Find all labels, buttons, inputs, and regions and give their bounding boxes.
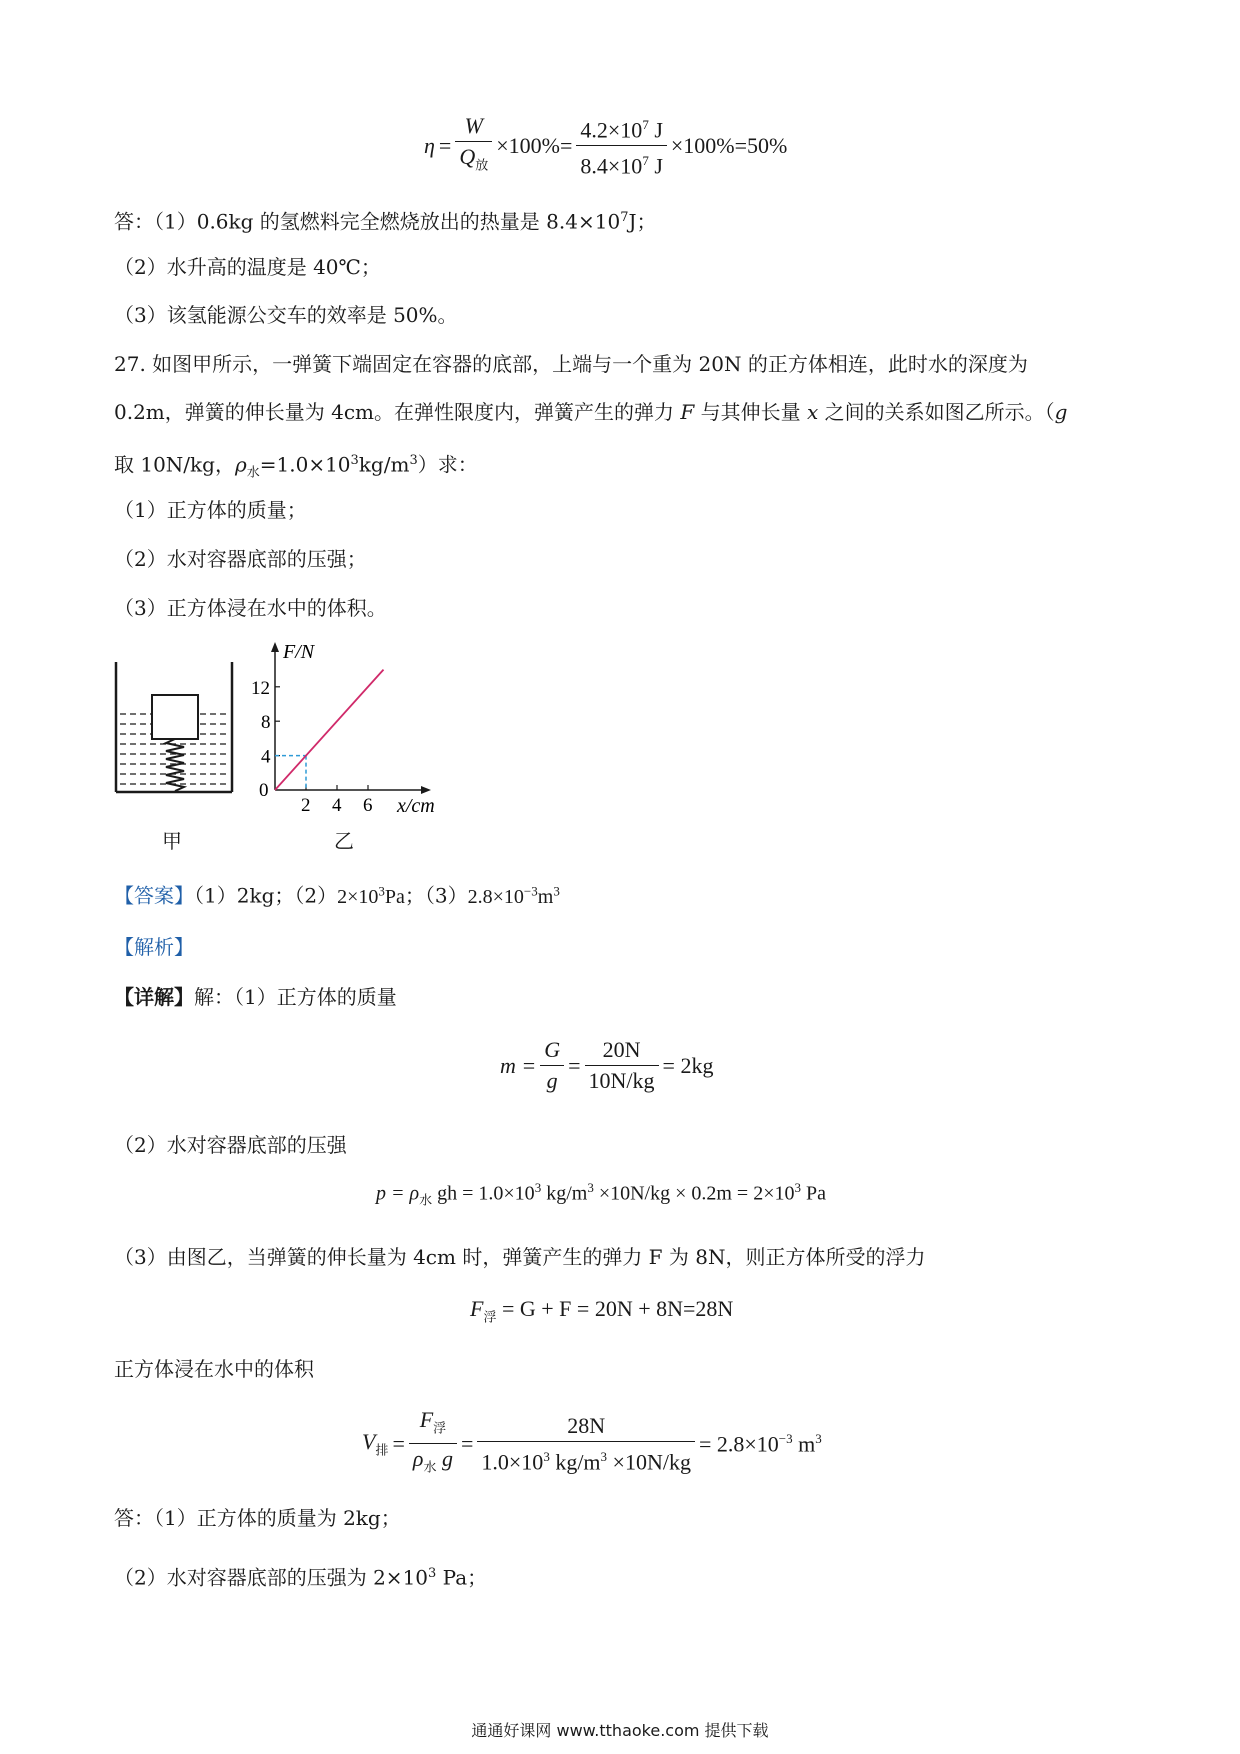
prev-answer-2: （2）水升高的温度是 40℃；	[114, 255, 381, 279]
pressure-equation: $p = \rho_水$ gh = $1.0\times 10^3$ $kg/m^3 \times 10N/kg \times 0.2m = 2\times 10^3$ Pa	[376, 1180, 826, 1208]
sub-question-2: （2）水对容器底部的压强；	[114, 547, 367, 571]
efficiency-formula: η = $\frac{W}{Q_放}$ ×100%= $\frac{4.2\times 10^7 J}{8.4\times 10^7 J}$ ×100%=50%	[424, 110, 787, 182]
pressure-intro: （2）水对容器底部的压强	[114, 1133, 347, 1157]
origin-label: 0	[259, 780, 269, 801]
detail-tag: 【详解】	[114, 985, 194, 1009]
answer-tag: 【答案】	[114, 883, 194, 908]
x-axis-arrow	[421, 786, 431, 794]
x-tick-label-4: 4	[332, 795, 342, 815]
sub-question-1: （1）正方体的质量；	[114, 498, 307, 522]
prev-answer-3: （3）该氢能源公交车的效率是 50%。	[114, 303, 458, 327]
buoyancy-equation: $F_浮 = G + F = 20N + 8N=28N$	[470, 1296, 734, 1325]
y-axis-label: F/N	[283, 641, 315, 663]
y-tick-label-12: 12	[251, 677, 270, 699]
final-answer-2: （2）水对容器底部的压强为 $2\times 10^3$ Pa；	[114, 1565, 488, 1590]
question-line-1: 27. 如图甲所示，一弹簧下端固定在容器的底部，上端与一个重为 20N 的正方体相连，此时水的深度为	[114, 352, 1028, 376]
series-line	[275, 670, 384, 790]
y-axis-arrow	[271, 642, 279, 652]
force-extension-chart	[245, 640, 465, 815]
x-axis-label: x/cm	[397, 795, 435, 815]
figure-label-yi: 乙	[334, 829, 354, 853]
y-tick-label-8: 8	[261, 712, 271, 734]
mass-equation: m = $\frac{G}{g}$ = $\frac{20N}{10N/kg}$ = 2kg	[500, 1037, 714, 1093]
eta-symbol: η	[424, 132, 435, 158]
detail-intro: 【详解】解：（1）正方体的质量	[114, 985, 397, 1009]
buoyancy-intro: （3）由图乙，当弹簧的伸长量为 4cm 时，弹簧产生的弹力 F 为 8N，则正方体所受的浮力	[114, 1245, 926, 1269]
container-diagram	[112, 662, 236, 798]
y-tick-label-4: 4	[261, 746, 271, 768]
fraction-w-over-q: $\frac{W}{Q_放}$	[455, 111, 492, 180]
answer-line: 【答案】（1）2kg；$(2)2\times 10^3Pa$；$(3)2.8\times 10^{-3}m^3$	[114, 883, 560, 908]
x-tick-label-2: 2	[301, 795, 311, 815]
page-footer: 通通好课网 www.tthaoke.com 提供下载	[471, 1721, 769, 1740]
fraction-energy: $\frac{4.2\times 10^7 J}{8.4\times 10^7 J}$	[576, 110, 666, 182]
question-line-2: 0.2m，弹簧的伸长量为 4cm。在弹性限度内，弹簧产生的弹力 F 与其伸长量 x 之间的关系如图乙所示。（g	[114, 400, 1068, 424]
figure-label-jia: 甲	[162, 829, 182, 853]
volume-intro: 正方体浸在水中的体积	[114, 1357, 314, 1381]
question-line-3: 取 10N/kg，$\rho_水=1.0\times 10^3kg/m^3$）求：	[114, 452, 478, 481]
final-answer-1: 答：（1）正方体的质量为 2kg；	[114, 1506, 401, 1530]
volume-equation: $V_排$ = $\frac{F_浮}{\rho_水 g}$ = $\frac{28N}{1.0\times 10^3 kg/m^3 \times 10N/kg}$ = $2.8\times 10^{-3}$ $m^3$	[362, 1407, 822, 1475]
sub-question-3: （3）正方体浸在水中的体积。	[114, 596, 387, 620]
x-tick-label-6: 6	[363, 795, 373, 815]
analysis-tag: 【解析】	[114, 935, 194, 959]
prev-answer-1: 答：（1）0.6kg 的氢燃料完全燃烧放出的热量是 $8.4\times 10^7J$；	[114, 209, 657, 234]
